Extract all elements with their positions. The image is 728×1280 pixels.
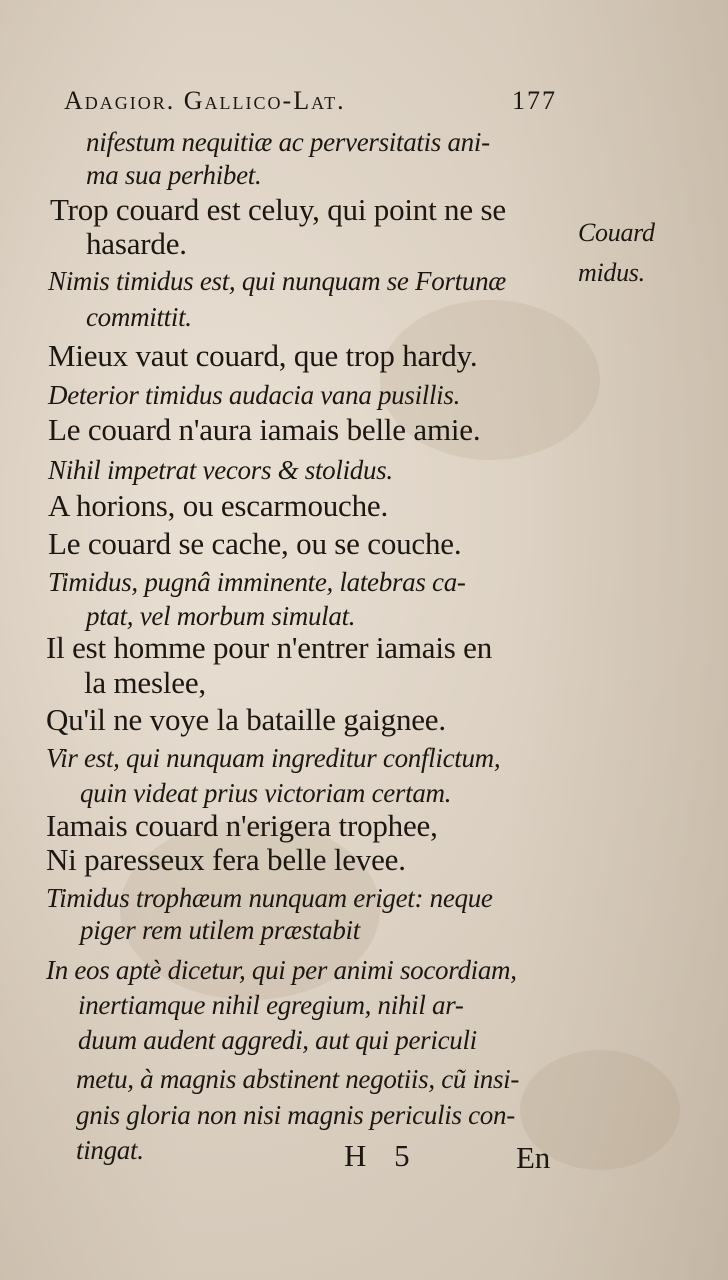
catchword: En: [516, 1140, 551, 1175]
text-line: metu, à magnis abstinent negotiis, cũ insi-: [76, 1064, 520, 1094]
text-line: hasarde.: [86, 226, 187, 261]
running-head-title: Adagior. Gallico-Lat.: [64, 86, 346, 115]
text-line: ma sua perhibet.: [86, 160, 262, 190]
text-line: piger rem utilem præstabit: [80, 915, 360, 945]
text-line: committit.: [86, 302, 192, 332]
text-line: nifestum nequitiæ ac perversitatis ani-: [86, 127, 490, 157]
text-line: Iamais couard n'erigera trophee,: [46, 808, 438, 843]
text-line: inertiamque nihil egregium, nihil ar-: [78, 990, 464, 1020]
text-line: quin videat prius victoriam certam.: [80, 778, 452, 808]
text-line: gnis gloria non nisi magnis periculis con-: [76, 1100, 515, 1130]
text-line: tingat.: [76, 1135, 144, 1165]
text-line: Timidus trophæum nunquam eriget: neque: [46, 883, 493, 913]
text-line: Nimis timidus est, qui nunquam se Fortunæ: [48, 266, 506, 296]
text-line: Vir est, qui nunquam ingreditur conflictum,: [46, 743, 501, 773]
text-line: Trop couard est celuy, qui point ne se: [50, 192, 506, 227]
text-line: Qu'il ne voye la bataille gaignee.: [46, 702, 446, 737]
text-line: Nihil impetrat vecors & stolidus.: [48, 455, 393, 485]
text-line: Le couard se cache, ou se couche.: [48, 526, 462, 561]
page-number: 177: [512, 86, 557, 115]
text-line: Timidus, pugnâ imminente, latebras ca-: [48, 567, 466, 597]
text-line: duum audent aggredi, aut qui periculi: [78, 1025, 477, 1055]
text-line: A horions, ou escarmouche.: [48, 488, 389, 523]
marginal-note: midus.: [578, 258, 645, 287]
text-line: Il est homme pour n'entrer iamais en: [46, 630, 493, 665]
text-line: Le couard n'aura iamais belle amie.: [48, 412, 481, 447]
text-line: Mieux vaut couard, que trop hardy.: [48, 338, 478, 373]
text-line: In eos aptè dicetur, qui per animi socordiam,: [46, 955, 517, 985]
text-line: Ni paresseux fera belle levee.: [46, 842, 406, 877]
signature-mark: H 5: [344, 1138, 420, 1173]
text-line: ptat, vel morbum simulat.: [86, 601, 356, 631]
text-line: Deterior timidus audacia vana pusillis.: [48, 380, 461, 410]
text-line: la meslee,: [84, 665, 206, 700]
marginal-note: Couard: [578, 218, 655, 247]
